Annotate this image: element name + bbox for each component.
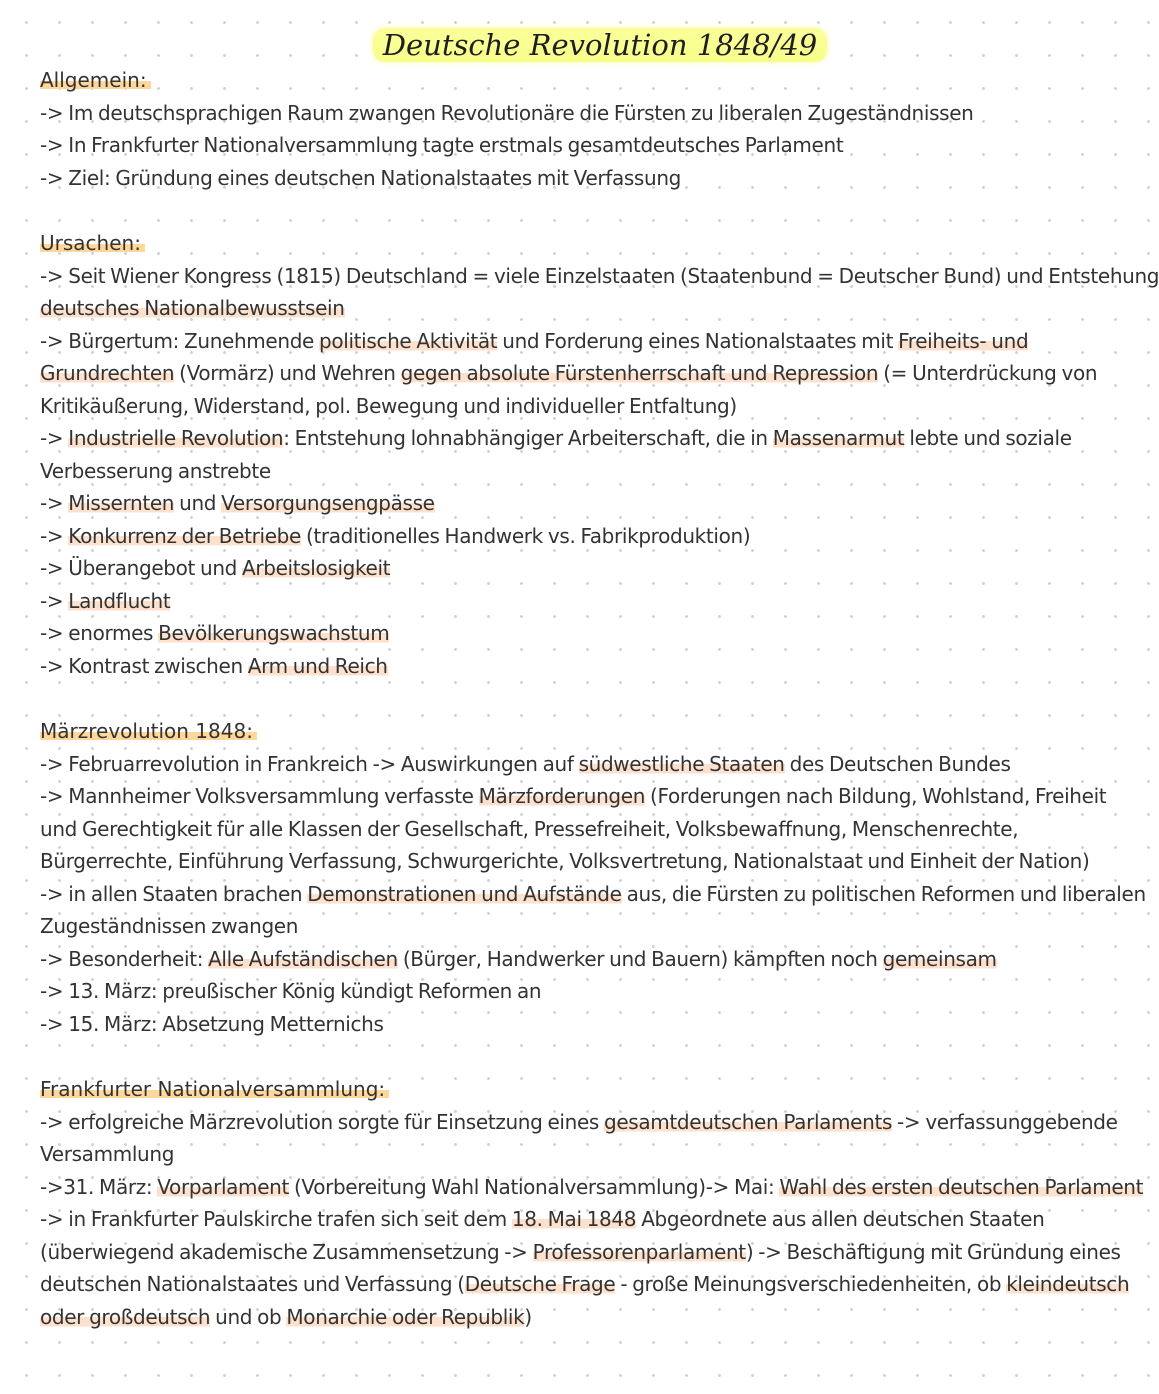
text-segment: - große Meinungsverschiedenheiten, ob: [615, 1272, 1007, 1296]
text-segment: ->31. März:: [40, 1174, 158, 1199]
highlighted-text: Bevölkerungswachstum: [158, 621, 390, 645]
text-segment: -> Im deutschsprachigen Raum zwangen Revolutionäre die Fürsten zu liberalen Zugeständnissen: [40, 100, 974, 125]
section: [40, 1073, 1144, 1333]
section-heading: Allgemein:: [40, 68, 151, 92]
text-segment: Kritikäußerung, Widerstand, pol. Bewegung und individueller Entfaltung): [40, 393, 737, 418]
text-line: [40, 455, 1050, 488]
highlighted-text: politische Aktivität: [319, 328, 498, 353]
text-segment: -> in Frankfurter Paulskirche trafen sich seit dem: [40, 1207, 512, 1231]
text-segment: lebte und soziale: [904, 426, 1072, 450]
highlighted-text: Landflucht: [68, 588, 171, 613]
highlighted-text: Freiheits- und: [898, 328, 1029, 353]
highlighted-text: Professorenparlament: [532, 1239, 746, 1264]
text-line: [40, 1268, 1130, 1301]
highlighted-text: Monarchie oder Republik: [286, 1304, 525, 1329]
text-line: [40, 487, 1050, 520]
highlighted-text: kleindeutsch: [1006, 1272, 1130, 1296]
text-segment: -> 15. März: Absetzung Metternichs: [40, 1011, 384, 1036]
text-line: [40, 1236, 1121, 1269]
text-segment: -> Überangebot und: [40, 556, 243, 580]
highlighted-text: Versorgungsengpässe: [221, 491, 435, 515]
section-heading: Märzrevolution 1848:: [40, 719, 257, 743]
text-line: [40, 292, 1050, 325]
text-segment: -> in allen Staaten brachen: [40, 881, 308, 906]
text-segment: Zugeständnissen zwangen: [40, 914, 299, 938]
highlighted-text: Konkurrenz der Betriebe: [68, 523, 301, 548]
text-line: [40, 552, 1050, 585]
text-line: [40, 422, 1072, 455]
text-line: [40, 975, 1050, 1008]
text-line: [40, 390, 1050, 423]
text-segment: ->: [40, 491, 69, 515]
text-line: [40, 813, 1050, 846]
notes-sections: [40, 64, 1159, 1333]
text-line: [40, 748, 1050, 781]
text-segment: -> Bürgertum: Zunehmende: [40, 328, 320, 353]
highlighted-text: gegen absolute Fürstenherrschaft und Repression: [400, 361, 879, 385]
text-segment: ) -> Beschäftigung mit Gründung eines: [745, 1239, 1121, 1264]
section-heading-row: [40, 64, 1050, 97]
text-segment: (= Unterdrückung von: [878, 361, 1098, 385]
text-segment: ->: [40, 588, 69, 613]
highlighted-text: Missernten: [68, 491, 175, 515]
section-heading-row: [40, 715, 1050, 748]
highlighted-text: Arbeitslosigkeit: [242, 556, 391, 580]
highlighted-text: gesamtdeutschen Parlaments: [604, 1109, 893, 1134]
text-line: [40, 650, 1050, 683]
text-segment: aus, die Fürsten zu politischen Reformen und liberalen: [621, 881, 1146, 906]
highlighted-text: deutsches Nationalbewusstsein: [40, 296, 345, 320]
section: [40, 227, 1159, 682]
text-segment: (überwiegend akademische Zusammensetzung ->: [40, 1239, 533, 1264]
page-title: [40, 28, 1050, 62]
text-line: [40, 97, 1050, 130]
text-line: [40, 1301, 1050, 1334]
highlighted-text: südwestliche Staaten: [578, 751, 785, 776]
text-segment: (Vormärz) und Wehren: [174, 361, 401, 385]
text-line: [40, 1203, 1050, 1236]
text-segment: -> Mannheimer Volksversammlung verfasste: [40, 784, 479, 808]
text-segment: -> enormes: [40, 621, 159, 645]
text-segment: Versammlung: [40, 1142, 175, 1166]
text-line: [40, 585, 1050, 618]
text-line: [40, 325, 1050, 358]
text-line: [40, 520, 1050, 553]
text-line: [40, 1138, 1050, 1171]
text-segment: -> verfassunggebende: [892, 1109, 1118, 1134]
text-segment: und ob: [210, 1304, 287, 1329]
text-line: [40, 1171, 1144, 1204]
text-segment: -> Kontrast zwischen: [40, 653, 248, 678]
notes-page: [40, 28, 1159, 1333]
highlighted-text: Grundrechten: [40, 361, 175, 385]
text-segment: und Forderung eines Nationalstaates mit: [497, 328, 899, 353]
highlighted-text: Deutsche Frage: [464, 1272, 616, 1296]
text-line: [40, 1106, 1118, 1139]
section-heading-row: [40, 227, 1050, 260]
text-line: [40, 162, 1050, 195]
text-segment: (Bürger, Handwerker und Bauern) kämpften noch: [397, 946, 883, 971]
text-line: [40, 129, 1050, 162]
text-segment: ->: [40, 523, 69, 548]
section-heading: Frankfurter Nationalversammlung:: [40, 1077, 389, 1101]
text-segment: und Gerechtigkeit für alle Klassen der Gesellschaft, Pressefreiheit, Volksbewaffnung, Menschenrechte,: [40, 816, 1019, 841]
highlighted-text: 18. Mai 1848: [511, 1207, 637, 1231]
text-segment: Bürgerrechte, Einführung Verfassung, Schwurgerichte, Volksvertretung, Nationalstaat und Einheit der Nation): [40, 849, 1090, 873]
text-line: [40, 260, 1159, 293]
section-heading: Ursachen:: [40, 231, 145, 255]
highlighted-text: Massenarmut: [772, 426, 905, 450]
text-segment: -> Ziel: Gründung eines deutschen Nationalstaates mit Verfassung: [40, 165, 682, 190]
text-segment: und: [174, 491, 222, 515]
highlighted-text: gemeinsam: [882, 946, 997, 971]
highlighted-text: Vorparlament: [157, 1174, 289, 1199]
text-line: [40, 357, 1098, 390]
text-segment: ->: [40, 426, 69, 450]
text-line: [40, 910, 1050, 943]
text-line: [40, 1008, 1050, 1041]
text-line: [40, 780, 1107, 813]
text-segment: -> In Frankfurter Nationalversammlung tagte erstmals gesamtdeutsches Parlament: [40, 133, 844, 157]
text-segment: -> Februarrevolution in Frankreich -> Auswirkungen auf: [40, 751, 579, 776]
section: [40, 715, 1146, 1040]
highlighted-text: Industrielle Revolution: [68, 426, 284, 450]
text-segment: Verbesserung anstrebte: [40, 458, 271, 483]
text-segment: -> Besonderheit:: [40, 946, 209, 971]
highlighted-text: Demonstrationen und Aufstände: [307, 881, 622, 906]
section-heading-row: [40, 1073, 1050, 1106]
highlighted-text: Alle Aufständischen: [208, 946, 398, 971]
section: [40, 64, 1050, 194]
text-segment: Abgeordnete aus allen deutschen Staaten: [636, 1207, 1045, 1231]
text-segment: : Entstehung lohnabhängiger Arbeiterschaft, die in: [283, 426, 773, 450]
text-segment: des Deutschen Bundes: [784, 751, 1011, 776]
highlighted-text: oder großdeutsch: [40, 1304, 211, 1329]
text-segment: ): [524, 1304, 532, 1329]
highlighted-text: Wahl des ersten deutschen Parlament: [779, 1174, 1144, 1199]
text-segment: (Vorbereitung Wahl Nationalversammlung)-> Mai:: [288, 1174, 780, 1199]
text-segment: -> 13. März: preußischer König kündigt Reformen an: [40, 979, 542, 1003]
text-segment: deutschen Nationalstaates und Verfassung (: [40, 1272, 465, 1296]
highlighted-text: Märzforderungen: [478, 784, 646, 808]
text-line: [40, 943, 1050, 976]
text-line: [40, 845, 1090, 878]
page-title-text: Deutsche Revolution 1848/49: [373, 28, 827, 62]
highlighted-text: Arm und Reich: [247, 653, 388, 678]
text-segment: -> Seit Wiener Kongress (1815) Deutschland = viele Einzelstaaten (Staatenbund = Deutscher Bund) und Entstehung: [40, 263, 1159, 288]
text-segment: (Forderungen nach Bildung, Wohlstand, Freiheit: [645, 784, 1107, 808]
text-line: [40, 617, 1050, 650]
text-segment: (traditionelles Handwerk vs. Fabrikproduktion): [300, 523, 751, 548]
text-segment: -> erfolgreiche Märzrevolution sorgte für Einsetzung eines: [40, 1109, 604, 1134]
text-line: [40, 878, 1146, 911]
